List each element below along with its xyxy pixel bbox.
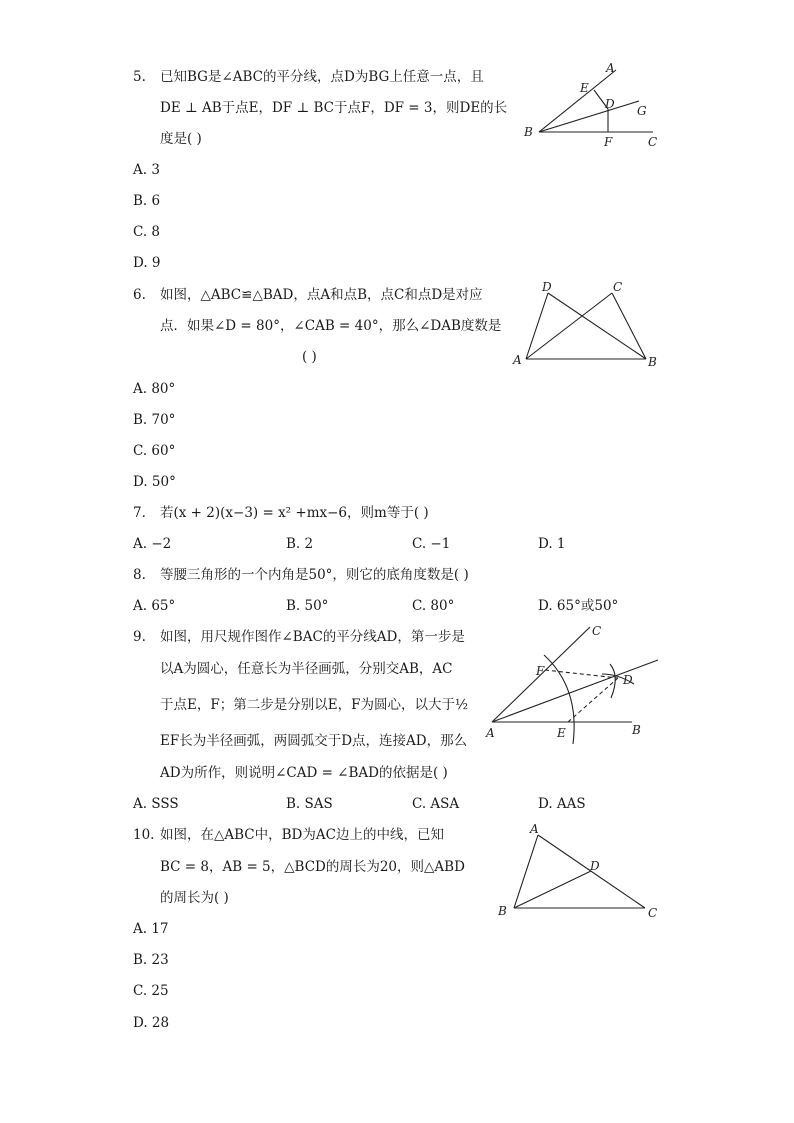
question-text-line: ( ) [302,349,317,365]
question-number: 10. [133,827,155,843]
label-c: C [648,906,658,920]
question-text-line: 以A为圆心，任意长为半径画弧，分别交AB，AC [160,661,453,677]
question-number: 8. [133,567,146,583]
label-d: D [605,97,615,111]
segment-ab [514,835,538,908]
label-e: E [580,81,589,95]
segment-ac [526,293,612,359]
label-f: F [604,135,613,149]
question-text-line: EF长为半径画弧，两圆弧交于D点，连接AD，那么 [160,733,468,749]
option-d[interactable]: D. 50° [133,474,176,490]
ray-bg [539,101,639,132]
question-text-line: 等腰三角形的一个内角是50°，则它的底角度数是( ) [160,567,469,583]
question-text-line: 点．如果∠D = 80°，∠CAB = 40°，那么∠DAB度数是 [160,318,502,334]
question-text-line: DE ⊥ AB于点E，DF ⊥ BC于点F，DF = 3，则DE的长 [160,100,508,116]
option-d[interactable]: D. 9 [133,255,161,271]
label-b: B [632,723,641,737]
option-c[interactable]: C. 80° [412,598,455,614]
option-c[interactable]: C. ASA [412,796,460,812]
option-b[interactable]: B. 2 [286,536,314,552]
option-c[interactable]: C. 8 [133,224,161,240]
option-a[interactable]: A. 3 [133,162,160,178]
option-a[interactable]: A. 80° [133,381,176,397]
question-text-line: BC = 8，AB = 5，△BCD的周长为20，则△ABD [160,859,465,875]
option-b[interactable]: B. 23 [133,952,169,968]
label-c: C [613,280,623,294]
label-a: A [606,61,615,75]
label-d: D [590,859,600,873]
option-a[interactable]: A. SSS [133,796,179,812]
label-a: A [513,353,522,367]
segment-ad [526,293,548,359]
label-a: A [486,726,495,740]
option-d[interactable]: D. AAS [538,796,586,812]
option-c[interactable]: C. −1 [412,536,451,552]
label-f: F [536,664,545,678]
option-c[interactable]: C. 60° [133,443,176,459]
question-text-line: AD为所作，则说明∠CAD = ∠BAD的依据是( ) [160,765,448,781]
label-g: G [637,104,647,118]
label-d: D [623,673,633,687]
question-number: 7. [133,505,146,521]
segment-bd [514,871,591,908]
label-a: A [530,822,539,836]
label-b: B [524,125,533,139]
segment-db [548,293,646,359]
option-a[interactable]: A. 65° [133,598,176,614]
congruent-triangles-figure [505,278,665,373]
option-b[interactable]: B. SAS [286,796,333,812]
triangle-median-figure [490,815,665,925]
label-d: D [542,280,552,294]
option-b[interactable]: B. 50° [286,598,329,614]
option-b[interactable]: B. 70° [133,412,176,428]
option-d[interactable]: D. 1 [538,536,566,552]
arc-from-f [610,664,615,698]
label-c: C [648,135,658,149]
option-a[interactable]: A. 17 [133,921,169,937]
option-d[interactable]: D. 65°或50° [538,598,619,614]
label-e: E [557,726,566,740]
question-number: 9. [133,629,146,645]
option-d[interactable]: D. 28 [133,1015,170,1031]
question-number: 5. [133,69,146,85]
option-b[interactable]: B. 6 [133,193,161,209]
question-number: 6. [133,287,146,303]
question-text-line: 度是( ) [160,131,202,147]
option-c[interactable]: C. 25 [133,983,169,999]
option-a[interactable]: A. −2 [133,536,172,552]
question-text-line: 如图，在△ABC中，BD为AC边上的中线，已知 [160,827,444,843]
question-text-line: 如图，△ABC≌△BAD，点A和点B，点C和点D是对应 [160,287,483,303]
ray-ad [492,660,658,722]
question-text-line: 如图，用尺规作图作∠BAC的平分线AD，第一步是 [160,629,465,645]
compass-construction-figure [478,618,668,748]
question-text-line: 于点E，F；第二步是分别以E，F为圆心，以大于½ [160,697,469,713]
segment-cb [612,293,646,359]
label-b: B [648,355,657,369]
question-text-line: 若(x + 2)(x−3) = x² +mx−6，则m等于( ) [160,505,429,521]
angle-bisector-figure [515,58,675,153]
question-text-line: 的周长为( ) [160,890,229,906]
question-text-line: 已知BG是∠ABC的平分线，点D为BG上任意一点，且 [160,69,484,85]
label-c: C [592,624,602,638]
label-b: B [498,904,507,918]
